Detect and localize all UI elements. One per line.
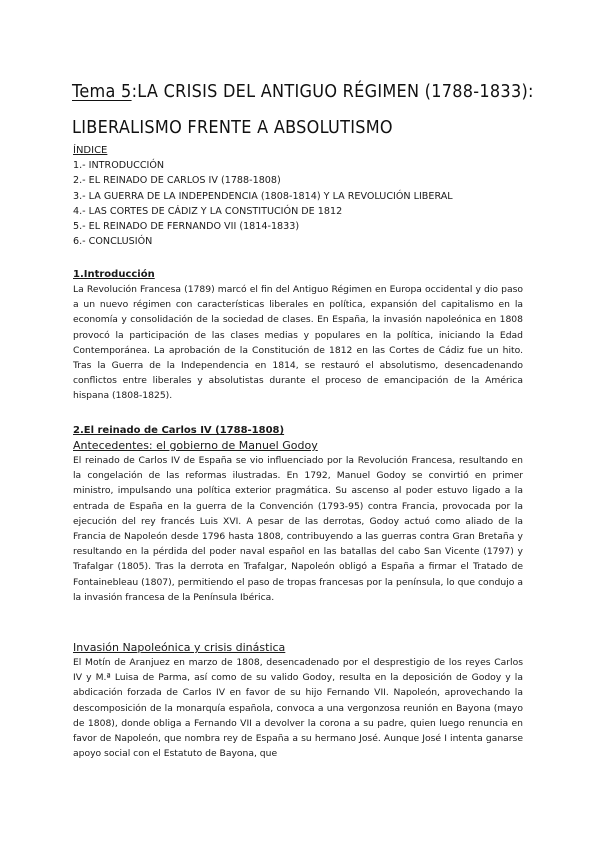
section-heading: 2.El reinado de Carlos IV (1788-1808) xyxy=(73,425,285,436)
section-body: El Motín de Aranjuez en marzo de 1808, desencadenado por el desprestigio de los reyes Carlos IV y M.ª Luisa de Parma, así como de su valido Godoy, resulta en la deposición de Godoy y la abdicación forzada de Carlos IV en favor de su hijo Fernando VII. Napoleón, aprovechando la descomposición de la monarquía española, convoca a una vergonzosa reunión en Bayona (mayo de 1808), donde obliga a Fernando VII a devolver la corona a su padre, quien luego renuncia en favor de Napoleón, que nombra rey de España a su hermano José. Aunque José I intenta ganarse apoyo social con el Estatuto de Bayona, que xyxy=(73,657,523,760)
index-item: 5.- EL REINADO DE FERNANDO VII (1814-1833) xyxy=(73,221,300,233)
section-subheading: Invasión Napoleónica y crisis dinástica xyxy=(73,641,286,654)
index-item: 1.- INTRODUCCIÓN xyxy=(73,160,165,172)
index-item: 2.- EL REINADO DE CARLOS IV (1788-1808) xyxy=(73,175,281,187)
title-line-2: LIBERALISMO FRENTE A ABSOLUTISMO xyxy=(72,118,393,138)
section-carlos-iv xyxy=(73,423,523,605)
index-item: 3.- LA GUERRA DE LA INDEPENDENCIA (1808-1814) Y LA REVOLUCIÓN LIBERAL xyxy=(73,190,453,202)
document-title xyxy=(72,74,587,146)
index-heading: ÍNDICE xyxy=(73,145,108,156)
section-subheading: Antecedentes: el gobierno de Manuel Godoy xyxy=(73,439,318,452)
section-introduction xyxy=(73,267,523,404)
index-item: 4.- LAS CORTES DE CÁDIZ Y LA CONSTITUCIÓN DE 1812 xyxy=(73,205,343,217)
section-body: La Revolución Francesa (1789) marcó el fin del Antiguo Régimen en Europa occidental y dio paso a un nuevo régimen con características liberales en política, expansión del capitalismo en la economía y consolidación de la sociedad de clases. En España, la invasión napoleónica en 1808 provocó la participación de las clases medias y populares en la política, iniciando la Edad Contemporánea. La aprobación de la Constitución de 1812 en las Cortes de Cádiz fue un hito. Tras la Guerra de la Independencia en 1814, se restauró el absolutismo, desencadenando conflictos entre liberales y absolutistas durante el proceso de emancipación de la América hispana (1808-1825). xyxy=(73,284,523,402)
section-invasion xyxy=(73,640,523,761)
title-line-1-rest: :LA CRISIS DEL ANTIGUO RÉGIMEN (1788-1833): xyxy=(131,82,534,102)
table-of-contents xyxy=(73,143,453,249)
index-item: 6.- CONCLUSIÓN xyxy=(73,236,153,248)
title-line-1 xyxy=(72,74,587,110)
section-heading: 1.Introducción xyxy=(73,269,155,280)
section-body: El reinado de Carlos IV de España se vio influenciado por la Revolución Francesa, resultando en la congelación de las reformas ilustradas. En 1792, Manuel Godoy se convirtió en primer ministro, impulsando una política exterior pragmática. Su ascenso al poder estuvo ligado a la entrada de España en la guerra de la Convención (1793-95) contra Francia, provocada por la ejecución del rey francés Luis XVI. A pesar de las derrotas, Godoy actuó como aliado de la Francia de Napoleón desde 1796 hasta 1808, contribuyendo a las guerras contra Gran Bretaña y resultando en la pérdida del poder naval español en las batallas del cabo San Vicente (1797) y Trafalgar (1805). Tras la derrota en Trafalgar, Napoleón obligó a España a firmar el Tratado de Fontainebleau (1807), permitiendo el paso de tropas francesas por la península, lo que condujo a la invasión francesa de la Península Ibérica. xyxy=(73,455,523,603)
title-lead: Tema 5 xyxy=(72,82,132,102)
